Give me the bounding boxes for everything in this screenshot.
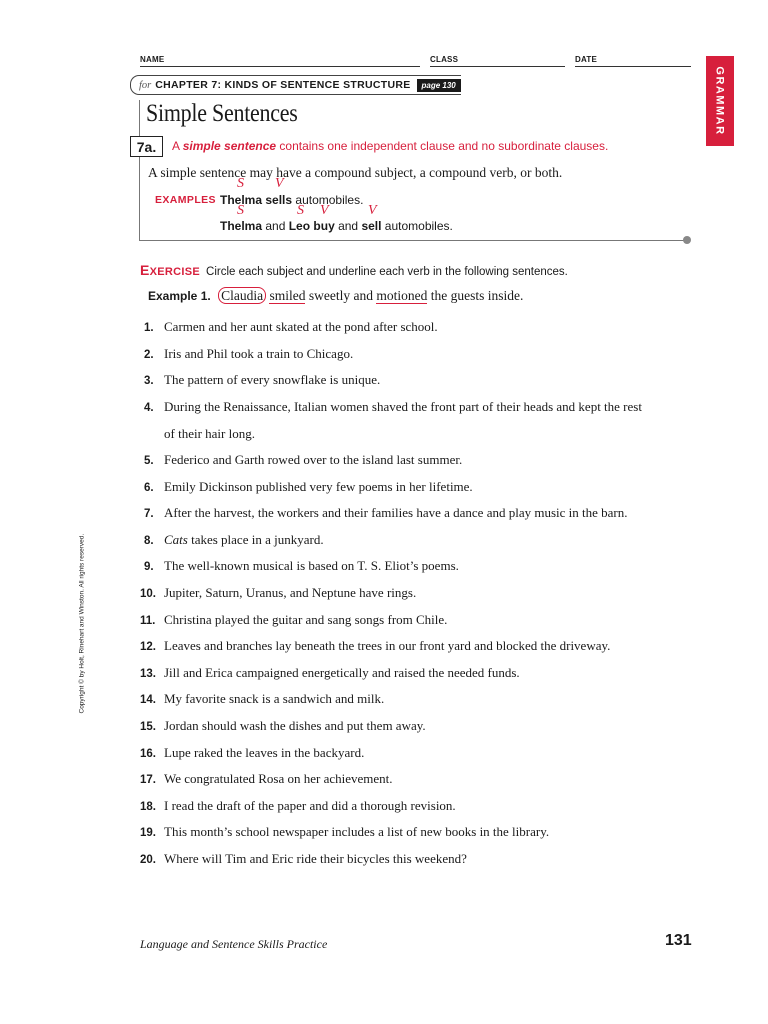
item-text: of their hair long. [164,426,255,441]
example-2-subject-2: Leo [288,219,311,233]
item-text: My favorite snack is a sandwich and milk. [164,691,385,706]
exercise-item[interactable] [140,851,467,867]
name-label: NAME [140,55,165,64]
exercise-heading [140,262,568,278]
rule-statement [172,139,608,153]
item-text: The pattern of every snowflake is unique. [164,372,381,387]
example-word: Example [148,289,198,303]
exercise-item[interactable] [140,824,549,840]
item-number: 7. [144,508,154,520]
example-sentence-2 [220,219,453,233]
item-text: We congratulated Rosa on her achievement. [164,771,393,786]
item-text: Iris and Phil took a train to Chicago. [164,346,354,361]
item-text: Leaves and branches lay beneath the trees in our front yard and blocked the driveway. [164,638,611,653]
exercise-example [148,288,523,304]
exercise-item[interactable] [140,718,426,734]
item-text: Jupiter, Saturn, Uranus, and Neptune have rings. [164,585,417,600]
item-number: 4. [144,402,154,414]
item-title-italic: Cats [164,532,188,547]
exercise-item-continuation[interactable] [164,426,255,442]
item-text: I read the draft of the paper and did a thorough revision. [164,798,456,813]
item-text: Carmen and her aunt skated at the pond after school. [164,319,438,334]
exercise-instructions: Circle each subject and underline each verb in the following sentences. [206,266,568,278]
exercise-item[interactable] [140,798,456,814]
exercise-item[interactable] [144,558,459,574]
example-rest-text: the guests inside. [427,288,524,303]
item-text: Lupe raked the leaves in the backyard. [164,745,365,760]
rule-number-badge: 7a. [130,136,163,157]
exercise-label [140,262,201,278]
rule-term: simple sentence [182,139,277,153]
exercise-item[interactable] [140,745,364,761]
item-text: takes place in a junkyard. [187,532,324,547]
handwritten-s-mark: S [237,203,244,218]
item-text: Federico and Garth rowed over to the island last summer. [164,452,463,467]
item-number: 14. [140,694,156,706]
intro-text: A simple sentence may have a compound subject, a compound verb, or both. [148,165,563,180]
exercise-item[interactable] [140,612,447,628]
exercise-item[interactable] [144,452,462,468]
rule-text-suffix: contains one independent clause and no subordinate clauses. [276,139,609,153]
example-2-verb-2: sell [361,219,382,233]
exercise-item[interactable] [144,532,324,548]
example-2-subject-1: Thelma [220,219,263,233]
item-number: 9. [144,561,154,573]
item-number: 16. [140,748,156,760]
item-text: During the Renaissance, Italian women shaved the front part of their heads and kept the rest [164,399,642,414]
example-1-subject: Thelma [220,193,263,207]
item-number: 19. [140,827,156,839]
item-number: 6. [144,482,154,494]
date-field-line[interactable] [575,66,691,67]
exercise-item[interactable] [140,638,610,654]
page-title: Simple Sentences [146,100,298,127]
exercise-item[interactable] [144,399,642,415]
examples-label: EXAMPLES [155,194,216,206]
item-number: 8. [144,535,154,547]
handwritten-s-mark: S [297,203,304,218]
exercise-item[interactable] [140,665,520,681]
exercise-item[interactable] [140,771,393,787]
handwritten-s-mark: S [237,176,244,191]
underlined-verb: motioned [376,288,428,303]
item-text: Christina played the guitar and sang songs from Chile. [164,612,448,627]
class-field-line[interactable] [430,66,565,67]
item-text: Emily Dickinson published very few poems in her lifetime. [164,479,473,494]
item-number: 2. [144,349,154,361]
item-number: 18. [140,801,156,813]
example-1-rest: automobiles. [292,193,364,207]
exercise-item[interactable] [144,372,380,388]
exercise-item[interactable] [144,505,628,521]
page-reference-badge: page 130 [417,79,461,92]
item-text: The well-known musical is based on T. S. Eliot’s poems. [164,558,459,573]
rule-text-prefix: A [172,139,183,153]
item-number: 1. [144,322,154,334]
class-label: CLASS [430,55,459,64]
book-title-footer: Language and Sentence Skills Practice [140,937,328,951]
handwritten-v-mark: V [275,176,284,191]
item-number: 10. [140,588,156,600]
handwritten-v-mark: V [368,203,377,218]
chapter-bar [130,75,461,95]
item-text: Jill and Erica campaigned energetically and raised the needed funds. [164,665,520,680]
name-field-line[interactable] [140,66,420,67]
item-number: 20. [140,854,156,866]
circled-subject: Claudia [218,287,266,304]
item-number: 5. [144,455,154,467]
exercise-label-rest: XERCISE [149,266,201,278]
example-2-conjunction: and [262,219,289,233]
exercise-item[interactable] [140,585,416,601]
example-2-verb-1: buy [313,219,335,233]
page-number: 131 [665,932,692,949]
item-text: This month’s school newspaper includes a list of new books in the library. [164,824,550,839]
rule-box-bottom-border [139,240,687,241]
example-1-verb: sells [265,193,293,207]
exercise-item[interactable] [144,346,353,362]
example-label [148,289,211,303]
exercise-label-initial: E [140,262,150,278]
exercise-item[interactable] [140,691,384,707]
rule-box-left-border [139,100,140,240]
item-number: 13. [140,668,156,680]
item-text: Jordan should wash the dishes and put them away. [164,718,426,733]
rule-box-end-dot [683,236,691,244]
item-text: After the harvest, the workers and their families have a dance and play music in the barn. [164,505,628,520]
example-number: 1. [200,289,211,303]
item-number: 11. [140,615,156,627]
exercise-item[interactable] [144,319,438,335]
example-2-rest: automobiles. [381,219,453,233]
item-text: Where will Tim and Eric ride their bicycles this weekend? [164,851,467,866]
item-number: 17. [140,774,156,786]
handwritten-v-mark: V [320,203,329,218]
item-number: 15. [140,721,156,733]
chapter-for-label: for [139,79,152,91]
chapter-title: CHAPTER 7: KINDS OF SENTENCE STRUCTURE [155,79,411,91]
example-2-conjunction: and [334,219,362,233]
grammar-side-tab [706,56,734,146]
item-number: 12. [140,641,156,653]
underlined-verb: smiled [269,288,306,303]
item-number: 3. [144,375,154,387]
date-label: DATE [575,55,597,64]
grammar-tab-label: GRAMMAR [714,66,727,136]
exercise-item[interactable] [144,479,473,495]
example-middle-text: sweetly and [305,288,377,303]
